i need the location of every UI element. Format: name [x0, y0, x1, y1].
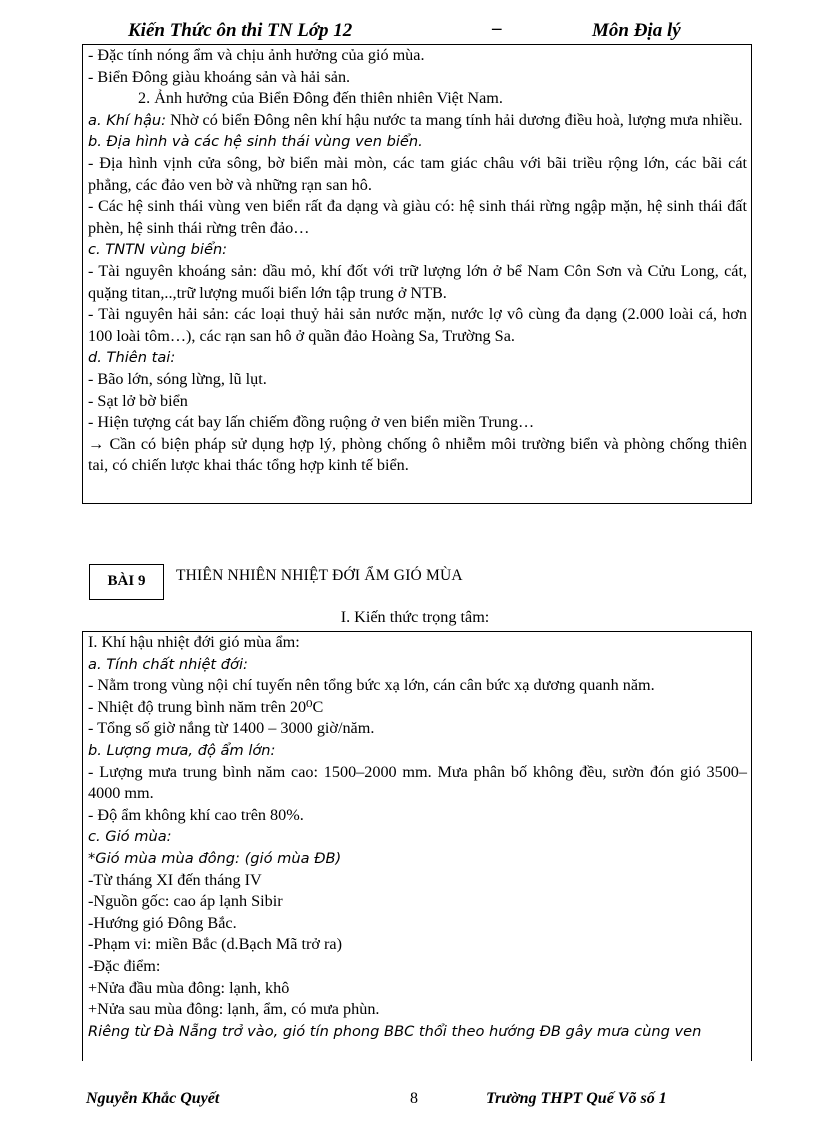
- lesson-title: THIÊN NHIÊN NHIỆT ĐỚI ẨM GIÓ MÙA: [176, 567, 463, 584]
- text-line: - Bão lớn, sóng lừng, lũ lụt.: [88, 369, 267, 388]
- text-line: - Độ ẩm không khí cao trên 80%.: [88, 805, 304, 824]
- section-heading: I. Kiến thức trọng tâm:: [340, 608, 490, 626]
- text-line: d. Thiên tai:: [88, 349, 176, 367]
- text-line: - Hiện tượng cát bay lấn chiếm đồng ruộng ở ven biển miền Trung…: [88, 413, 535, 432]
- text-line: I. Khí hậu nhiệt đới gió mùa ẩm:: [88, 633, 300, 651]
- text-line: - Tài nguyên khoáng sản: dầu mỏ, khí đốt với trữ lượng lớn ở bể Nam Côn Sơn và Cửu Long, cát, quặng titan,..,trữ lượng muối biển lớn tập trung ở NTB.: [88, 261, 747, 302]
- text-line: - Biển Đông giàu khoáng sản và hải sản.: [88, 67, 351, 86]
- text-line: -Từ tháng XI đến tháng IV: [88, 870, 262, 889]
- text-line: +Nửa sau mùa đông: lạnh, ẩm, có mưa phùn.: [88, 1000, 380, 1019]
- text-line: *Gió mùa mùa đông: (gió mùa ĐB): [88, 849, 342, 867]
- text-line: - Nằm trong vùng nội chí tuyến nên tổng bức xạ lớn, cán cân bức xạ dương quanh năm.: [88, 676, 655, 695]
- line-text: Nhờ có biển Đông nên khí hậu nước ta mang tính hải dương điều hoà, lượng mưa nhiều.: [166, 110, 743, 129]
- header-subject: Môn Địa lý: [592, 20, 681, 41]
- text-line: a. Tính chất nhiệt đới:: [88, 655, 248, 673]
- footer-author: Nguyễn Khắc Quyết: [86, 1090, 220, 1107]
- content-box-bien-dong: [82, 44, 752, 504]
- text-line: Riêng từ Đà Nẵng trở vào, gió tín phong BBC thổi theo hướng ĐB gây mưa cùng ven: [88, 1022, 702, 1040]
- text-line: b. Lượng mưa, độ ẩm lớn:: [88, 741, 276, 759]
- text-line: - Lượng mưa trung bình năm cao: 1500–2000 mm. Mưa phân bố không đều, sườn đón gió 3500– 4000 mm.: [88, 762, 747, 803]
- text-line: -Hướng gió Đông Bắc.: [88, 913, 237, 932]
- text-line: b. Địa hình và các hệ sinh thái vùng ven biển.: [88, 133, 423, 151]
- text-line: - Tổng số giờ nắng từ 1400 – 3000 giờ/năm.: [88, 719, 375, 738]
- line-label: a. Khí hậu:: [88, 111, 167, 129]
- page-number: 8: [410, 1090, 418, 1107]
- text-line: -Đặc điểm:: [88, 956, 161, 975]
- text-line: -Nguồn gốc: cao áp lạnh Sibir: [88, 892, 283, 911]
- text-line: → Cần có biện pháp sử dụng hợp lý, phòng chống ô nhiễm môi trường biển và phòng chống thiên tai, có chiến lược khai thác tổng hợp kinh tế biển.: [88, 434, 747, 475]
- text-line: - Địa hình vịnh cửa sông, bờ biển mài mòn, các tam giác châu với bãi triều rộng lớn, các bãi cát phẳng, các đảo ven bờ và những rạn san hô.: [88, 153, 747, 194]
- text-line: c. Gió mùa:: [88, 828, 172, 846]
- text-line: - Tài nguyên hải sản: các loại thuỷ hải sản nước mặn, nước lợ vô cùng đa dạng (2.000 loài cá, hơn 100 loài tôm…), các rạn san hô ở quần đảo Hoàng Sa, Trường Sa.: [88, 305, 747, 345]
- footer-school: Trường THPT Quế Võ số 1: [486, 1090, 667, 1107]
- text-line: - Các hệ sinh thái vùng ven biển rất đa dạng và giàu có: hệ sinh thái rừng ngập mặn, hệ sinh thái đất phèn, hệ sinh thái rừng trên đảo…: [88, 197, 747, 237]
- text-line: -Phạm vi: miền Bắc (d.Bạch Mã trở ra): [88, 935, 342, 954]
- text-line: - Sạt lở bờ biển: [88, 391, 188, 410]
- text-line: - Đặc tính nóng ẩm và chịu ảnh hưởng của gió mùa.: [88, 46, 425, 64]
- content-box-khi-hau: [82, 631, 752, 1061]
- header-separator: –: [492, 18, 502, 39]
- header-course-title: Kiến Thức ôn thi TN Lớp 12: [128, 20, 353, 41]
- text-line: 2. Ảnh hưởng của Biển Đông đến thiên nhiên Việt Nam.: [138, 89, 503, 108]
- text-line: +Nửa đầu mùa đông: lạnh, khô: [88, 978, 290, 997]
- text-line: [88, 110, 747, 132]
- text-line: - Nhiệt độ trung bình năm trên 20⁰C: [88, 697, 324, 716]
- page-footer: [82, 1090, 752, 1114]
- lesson-badge: BÀI 9: [89, 564, 164, 600]
- text-line: c. TNTN vùng biển:: [88, 241, 228, 259]
